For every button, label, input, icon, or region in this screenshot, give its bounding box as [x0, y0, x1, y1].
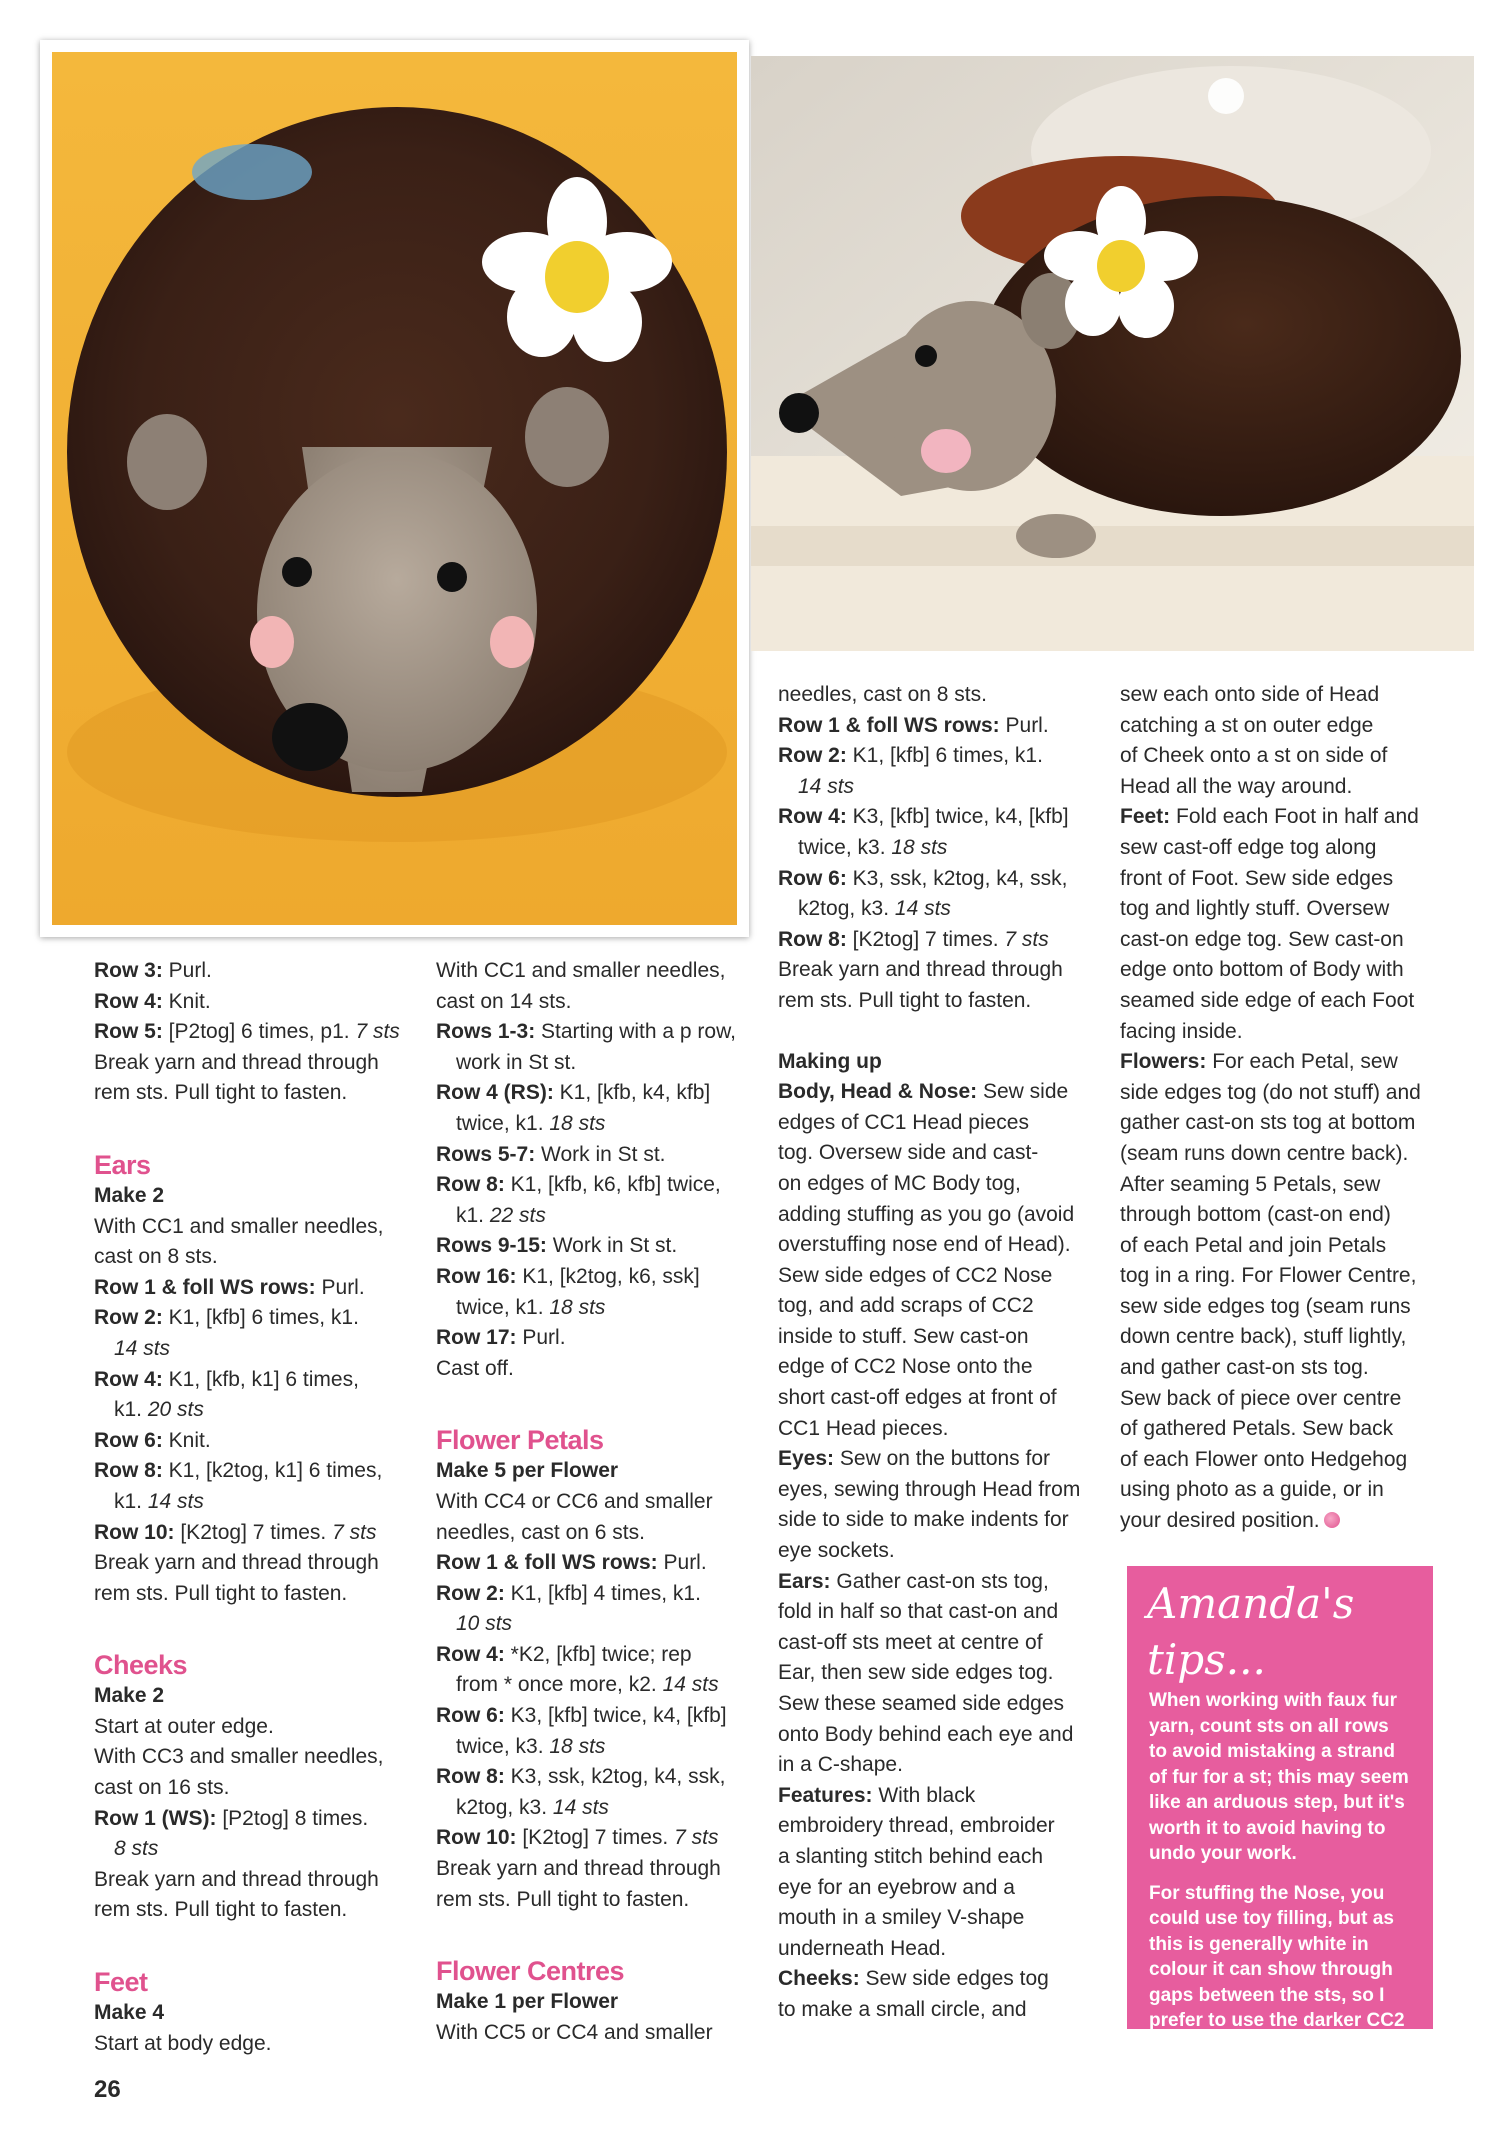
instruction-line: needles, cast on 8 sts.: [778, 683, 987, 706]
row-6: Row 6: Knit.: [94, 1428, 211, 1452]
text-line: short cast-off edges at front of: [778, 1386, 1057, 1410]
text-line: tog. Oversew side and cast-: [778, 1141, 1039, 1165]
eyes-start: Eyes: Sew on the buttons for: [778, 1447, 1051, 1471]
subheading-making-up: Making up: [778, 1049, 882, 1073]
text-line: underneath Head.: [778, 1936, 947, 1960]
row-2: Row 2: K1, [kfb] 4 times, k1.: [436, 1581, 701, 1605]
instruction-line: Start at outer edge.: [94, 1714, 274, 1738]
text-line: overstuffing nose end of Head).: [778, 1233, 1071, 1257]
row-8: Row 8: K1, [kfb, k6, kfb] twice,: [436, 1173, 721, 1197]
text-line: edge of CC2 Nose onto the: [778, 1355, 1033, 1379]
stitch-count: 10 sts: [456, 1612, 513, 1636]
text-line: using photo as a guide, or in: [1120, 1478, 1384, 1502]
feet-start: Feet: Fold each Foot in half and: [1120, 805, 1419, 829]
text-line: eye for an eyebrow and a: [778, 1875, 1015, 1899]
tip-paragraph: For stuffing the Nose, you could use toy filling, but as this is generally white in colour it can show through gaps between the sts, so I prefer to use the darker CC2 yarn scraps.: [1149, 1882, 1405, 2057]
instruction-line: With CC1 and smaller needles,: [94, 1214, 384, 1238]
text-line: in a C-shape.: [778, 1753, 903, 1777]
instruction-line: Cast off.: [436, 1356, 514, 1380]
section-heading-feet: Feet: [94, 1967, 148, 1998]
row-10: Row 10: [K2tog] 7 times. 7 sts: [94, 1520, 377, 1544]
row-4: Row 4: K3, [kfb] twice, k4, [kfb]: [778, 805, 1069, 829]
instruction-line: Break yarn and thread through: [94, 1867, 379, 1891]
row-8: Row 8: [K2tog] 7 times. 7 sts: [778, 927, 1049, 951]
text-line: Sew side edges of CC2 Nose: [778, 1263, 1053, 1287]
section-heading-flower-petals: Flower Petals: [436, 1425, 604, 1456]
rows-9-15: Rows 9-15: Work in St st.: [436, 1234, 678, 1258]
row-6: Row 6: K3, [kfb] twice, k4, [kfb]: [436, 1704, 727, 1728]
last-line: your desired position.: [1120, 1506, 1450, 1537]
row-3: Row 3: Purl.: [94, 959, 212, 982]
text-line: Head all the way around.: [1120, 774, 1353, 798]
instruction-line: needles, cast on 6 sts.: [436, 1520, 645, 1544]
row-8: Row 8: K3, ssk, k2tog, k4, ssk,: [436, 1765, 726, 1789]
tip-paragraph: When working with faux fur yarn, count sts on all rows to avoid mistaking a strand of fur for a st; this may seem like an arduous step, but it's worth it to avoid having to undo your work.: [1149, 1690, 1409, 1864]
row-17: Row 17: Purl.: [436, 1326, 566, 1350]
instruction-line: With CC5 or CC4 and smaller: [436, 2020, 713, 2044]
row-continuation: twice, k3. 18 sts: [798, 835, 948, 859]
instruction-line: Break yarn and thread through: [94, 1050, 379, 1074]
text-line: tog, and add scraps of CC2: [778, 1294, 1034, 1318]
text-line: edge onto bottom of Body with: [1120, 958, 1404, 982]
text-line: After seaming 5 Petals, sew: [1120, 1172, 1381, 1196]
instruction-line: cast on 14 sts.: [436, 989, 572, 1013]
instruction-line: Start at body edge.: [94, 2031, 272, 2055]
text-line: sew cast-off edge tog along: [1120, 835, 1377, 859]
column-2: [436, 956, 766, 2048]
text-line: gather cast-on sts tog at bottom: [1120, 1111, 1416, 1135]
text-line: adding stuffing as you go (avoid: [778, 1202, 1075, 1226]
section-heading-flower-centres: Flower Centres: [436, 1956, 625, 1987]
hedgehog-side-illustration: [751, 56, 1474, 651]
text-line: fold in half so that cast-on and: [778, 1600, 1059, 1624]
row-1: Row 1 & foll WS rows: Purl.: [778, 713, 1049, 737]
row-continuation: k1. 20 sts: [114, 1398, 204, 1422]
text-line: eye sockets.: [778, 1539, 895, 1563]
cheeks-start: Cheeks: Sew side edges tog: [778, 1967, 1049, 1991]
row-8: Row 8: K1, [k2tog, k1] 6 times,: [94, 1459, 383, 1483]
row-4: Row 4: Knit.: [94, 989, 211, 1013]
instruction-line: Break yarn and thread through: [778, 958, 1063, 982]
text-line: inside to stuff. Sew cast-on: [778, 1324, 1029, 1348]
text-line: Sew these seamed side edges: [778, 1692, 1065, 1715]
make-count: Make 2: [94, 1183, 165, 1207]
text-line: to make a small circle, and: [778, 1997, 1027, 2021]
stitch-count: 14 sts: [798, 774, 855, 798]
section-heading-ears: Ears: [94, 1149, 151, 1180]
text-line: tog and lightly stuff. Oversew: [1120, 897, 1390, 921]
make-count: Make 4: [94, 2001, 165, 2025]
instruction-line: cast on 8 sts.: [94, 1245, 218, 1269]
features-start: Features: With black: [778, 1783, 976, 1807]
page-number: 26: [94, 2076, 121, 2103]
rows-1-3: Rows 1-3: Starting with a p row,: [436, 1020, 736, 1044]
stitch-count: 8 sts: [114, 1837, 159, 1861]
instruction-line: Break yarn and thread through: [436, 1857, 721, 1881]
text-line: (seam runs down centre back).: [1120, 1141, 1409, 1165]
text-line: of Cheek onto a st on side of: [1120, 744, 1388, 768]
column-3: [778, 680, 1108, 2026]
instruction-line: rem sts. Pull tight to fasten.: [436, 1887, 690, 1911]
stitch-count: 14 sts: [114, 1336, 171, 1360]
text-line: front of Foot. Sew side edges: [1120, 866, 1394, 890]
row-10: Row 10: [K2tog] 7 times. 7 sts: [436, 1826, 719, 1850]
row-1: Row 1 & foll WS rows: Purl.: [94, 1275, 365, 1299]
text-line: down centre back), stuff lightly,: [1120, 1325, 1407, 1349]
rows-5-7: Rows 5-7: Work in St st.: [436, 1142, 666, 1166]
text-line: seamed side edge of each Foot: [1120, 988, 1415, 1012]
instruction-line: rem sts. Pull tight to fasten.: [94, 1081, 348, 1105]
text-line: side to side to make indents for: [778, 1508, 1069, 1532]
text-line: eyes, sewing through Head from: [778, 1477, 1081, 1501]
row-continuation: k2tog, k3. 14 sts: [456, 1795, 609, 1819]
instruction-line: Break yarn and thread through: [94, 1551, 379, 1575]
text-line: edges of CC1 Head pieces: [778, 1110, 1029, 1134]
text-line: and gather cast-on sts tog.: [1120, 1356, 1369, 1380]
row-6: Row 6: K3, ssk, k2tog, k4, ssk,: [778, 866, 1068, 890]
body-head-nose-start: Body, Head & Nose: Sew side: [778, 1080, 1069, 1104]
row-continuation: work in St st.: [456, 1050, 577, 1074]
text-line: CC1 Head pieces.: [778, 1416, 949, 1440]
row-1: Row 1 (WS): [P2tog] 8 times.: [94, 1806, 369, 1830]
make-count: Make 1 per Flower: [436, 1990, 619, 2014]
text-line: sew side edges tog (seam runs: [1120, 1294, 1411, 1318]
instruction-line: rem sts. Pull tight to fasten.: [778, 988, 1032, 1012]
row-4: Row 4: *K2, [kfb] twice; rep: [436, 1642, 692, 1666]
row-2: Row 2: K1, [kfb] 6 times, k1.: [778, 744, 1043, 768]
row-16: Row 16: K1, [k2tog, k6, ssk]: [436, 1264, 700, 1288]
hedgehog-front-illustration: [52, 52, 737, 925]
hedgehog-photo-side: [751, 56, 1474, 651]
text-line: onto Body behind each eye and: [778, 1722, 1074, 1746]
make-count: Make 2: [94, 1684, 165, 1708]
text-line: cast-on edge tog. Sew cast-on: [1120, 927, 1404, 951]
text-line: through bottom (cast-on end): [1120, 1203, 1391, 1227]
row-1: Row 1 & foll WS rows: Purl.: [436, 1551, 707, 1575]
text-line: of gathered Petals. Sew back: [1120, 1417, 1394, 1441]
row-continuation: k2tog, k3. 14 sts: [798, 897, 951, 921]
text-line: of each Flower onto Hedgehog: [1120, 1447, 1408, 1471]
row-continuation: twice, k1. 18 sts: [456, 1295, 606, 1319]
instruction-line: With CC4 or CC6 and smaller: [436, 1489, 713, 1513]
hedgehog-photo-front: [52, 52, 737, 925]
text-line: sew each onto side of Head: [1120, 683, 1380, 706]
text-line: tog in a ring. For Flower Centre,: [1120, 1264, 1417, 1288]
row-5: Row 5: [P2tog] 6 times, p1. 7 sts: [94, 1020, 400, 1044]
text-line: Sew back of piece over centre: [1120, 1386, 1402, 1410]
text-line: side edges tog (do not stuff) and: [1120, 1080, 1421, 1104]
row-continuation: from * once more, k2. 14 sts: [456, 1673, 719, 1697]
end-mark-icon: [1324, 1512, 1340, 1528]
section-heading-cheeks: Cheeks: [94, 1650, 188, 1681]
text-line: facing inside.: [1120, 1019, 1243, 1043]
instruction-line: rem sts. Pull tight to fasten.: [94, 1581, 348, 1605]
instruction-line: rem sts. Pull tight to fasten.: [94, 1898, 348, 1922]
instruction-line: With CC1 and smaller needles,: [436, 959, 726, 982]
row-continuation: twice, k1. 18 sts: [456, 1111, 606, 1135]
column-1: [94, 956, 424, 2059]
text-line: on edges of MC Body tog,: [778, 1171, 1021, 1195]
text-line: catching a st on outer edge: [1120, 713, 1374, 737]
text-line: of each Petal and join Petals: [1120, 1233, 1387, 1257]
instruction-line: With CC3 and smaller needles,: [94, 1745, 384, 1769]
row-continuation: twice, k3. 18 sts: [456, 1734, 606, 1758]
text-line: Ear, then sew side edges tog.: [778, 1661, 1054, 1685]
column-4: [1120, 680, 1450, 1537]
row-continuation: k1. 22 sts: [456, 1203, 546, 1227]
row-continuation: k1. 14 sts: [114, 1489, 204, 1513]
text-line: embroidery thread, embroider: [778, 1814, 1055, 1838]
ears-start: Ears: Gather cast-on sts tog,: [778, 1569, 1049, 1593]
tips-title: Amanda's tips...: [1147, 1579, 1355, 1684]
row-4: Row 4: K1, [kfb, k1] 6 times,: [94, 1367, 359, 1391]
text-line: cast-off sts meet at centre of: [778, 1630, 1043, 1654]
row-2: Row 2: K1, [kfb] 6 times, k1.: [94, 1306, 359, 1330]
instruction-line: cast on 16 sts.: [94, 1776, 230, 1800]
text-line: a slanting stitch behind each: [778, 1844, 1044, 1868]
tips-box: [1127, 1566, 1433, 2057]
row-4: Row 4 (RS): K1, [kfb, k4, kfb]: [436, 1081, 711, 1105]
text-line: mouth in a smiley V-shape: [778, 1906, 1025, 1930]
make-count: Make 5 per Flower: [436, 1459, 619, 1483]
flowers-start: Flowers: For each Petal, sew: [1120, 1050, 1398, 1074]
